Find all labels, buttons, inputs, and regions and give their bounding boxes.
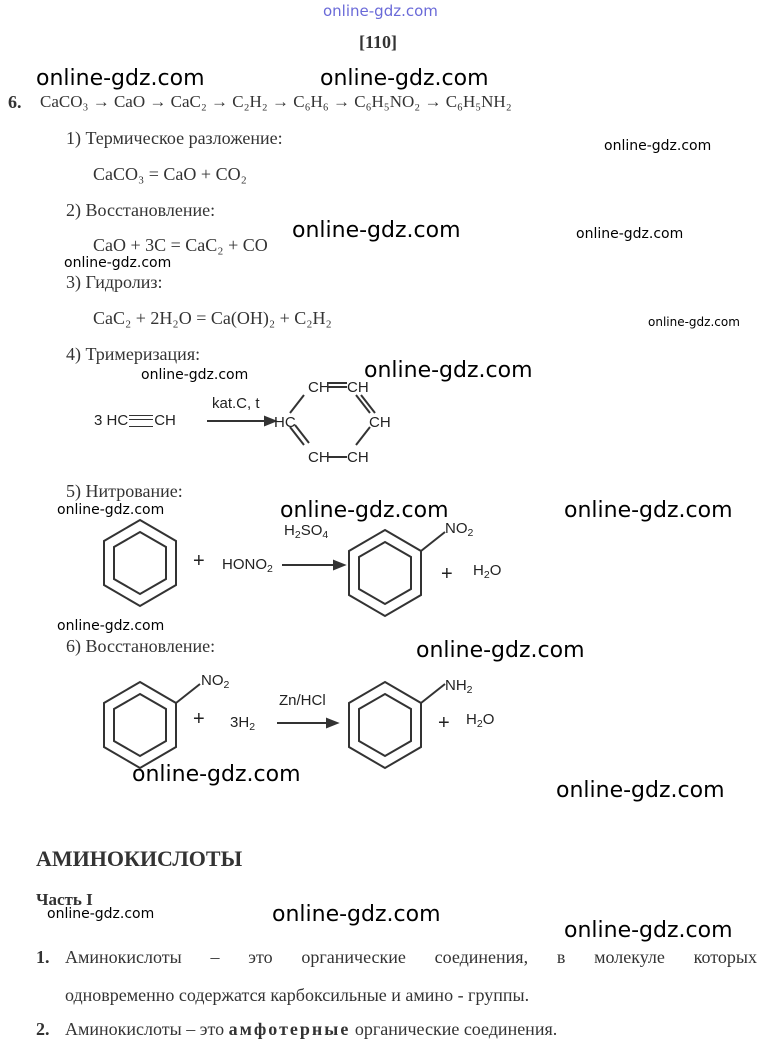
chain-arrow: → — [149, 92, 167, 111]
chain-compound: CaC₂ — [170, 92, 207, 111]
item-1-number: 1. — [36, 947, 50, 967]
chain-arrow: → — [332, 92, 350, 111]
nitration-plus: + — [193, 550, 205, 572]
water-product — [473, 562, 501, 581]
step-2-equation: CaO + 3C = CaC₂ + CO — [93, 235, 268, 255]
nitric-acid-formula: HONO — [222, 556, 267, 573]
water-o: O — [489, 562, 502, 579]
water-h: H — [466, 711, 477, 728]
amino-label: NH — [445, 677, 467, 694]
watermark: online-gdz.com — [292, 218, 461, 243]
item-2-number: 2. — [36, 1019, 50, 1039]
ring-hc-left: HC — [274, 414, 296, 431]
nitration-plus-2: + — [441, 563, 453, 585]
nitric-acid — [222, 556, 273, 575]
amino-subscript: 2 — [466, 684, 473, 696]
watermark: online-gdz.com — [47, 906, 155, 922]
watermark: online-gdz.com — [564, 498, 733, 523]
section-part: Часть I — [36, 890, 93, 909]
ring-ch-bottom-right: CH — [347, 449, 369, 466]
nitro-label: NO — [445, 520, 468, 537]
page-number: [110] — [359, 32, 397, 52]
water-o: O — [482, 711, 495, 728]
catalyst-h: H — [284, 522, 295, 539]
item-2-after: органические соединения. — [350, 1019, 558, 1039]
chain-arrow: → — [211, 92, 229, 111]
water-sub: 2 — [476, 718, 483, 730]
reduction-plus-2: + — [438, 712, 450, 734]
trimerization-condition: kat.C, t — [212, 395, 260, 412]
watermark: online-gdz.com — [141, 367, 249, 383]
hydrogen-subscript: 2 — [249, 721, 256, 733]
nitro-group — [445, 520, 473, 539]
watermark: online-gdz.com — [36, 66, 205, 91]
watermark: online-gdz.com — [604, 138, 712, 154]
step-4-label: 4) Тримеризация: — [66, 344, 201, 364]
benzene-ring-reactant — [100, 518, 180, 608]
watermark: online-gdz.com — [416, 638, 585, 663]
nitro-subscript: 2 — [223, 679, 230, 691]
triple-bond — [129, 415, 153, 427]
ring-ch-top-right: CH — [347, 379, 369, 396]
benzene-bonds — [270, 375, 390, 470]
hydrogen-reagent — [230, 714, 255, 733]
watermark: online-gdz.com — [648, 315, 740, 329]
amino-group — [445, 677, 473, 696]
watermark: online-gdz.com — [556, 778, 725, 803]
nitro-subscript: 2 — [467, 527, 474, 539]
nitric-acid-subscript: 2 — [267, 563, 273, 575]
water-product-2 — [466, 711, 494, 730]
item-2-text — [65, 1019, 557, 1040]
step-1-equation: CaCO₃ = CaO + CO₂ — [93, 164, 247, 184]
item-1-line-2: одновременно содержатся карбоксильные и амино - группы. — [65, 985, 530, 1005]
step-3-label: 3) Гидролиз: — [66, 272, 163, 292]
reduction-arrow — [275, 716, 339, 730]
chain-arrow: → — [272, 92, 289, 111]
catalyst-sub: 4 — [322, 529, 329, 541]
chain-compound: C₆H₅NH₂ — [445, 92, 512, 111]
watermark: online-gdz.com — [57, 618, 165, 634]
item-2-before: Аминокислоты – это — [65, 1019, 229, 1039]
nitration-arrow — [280, 558, 346, 572]
chain-arrow: → — [92, 92, 110, 111]
step-5-label: 5) Нитрование: — [66, 481, 183, 501]
step-2-label: 2) Восстановление: — [66, 200, 216, 220]
acetylene-right: CH — [154, 412, 176, 429]
water-h: H — [473, 562, 484, 579]
catalyst-so: SO — [300, 522, 323, 539]
watermark: online-gdz.com — [320, 66, 489, 91]
chain-compound: C₂H₂ — [232, 92, 268, 111]
item-2-emphasis: амфотерные — [228, 1019, 351, 1039]
acetylene-left: 3 HC — [94, 412, 129, 429]
reduction-catalyst: Zn/HCl — [279, 692, 326, 709]
section-title: АМИНОКИСЛОТЫ — [36, 846, 243, 871]
watermark: online-gdz.com — [64, 255, 172, 271]
nitro-group-reactant — [201, 672, 229, 691]
chain-compound: CaCO₃ — [40, 92, 89, 111]
watermark: online-gdz.com — [132, 762, 301, 787]
hydrogen-formula: 3H — [230, 714, 250, 731]
watermark: online-gdz.com — [272, 902, 441, 927]
ring-ch-right: CH — [369, 414, 391, 431]
step-3-equation: CaC₂ + 2H₂O = Ca(OH)₂ + C₂H₂ — [93, 308, 332, 328]
ring-ch-top-left: CH — [308, 379, 330, 396]
watermark: online-gdz.com — [564, 918, 733, 943]
chain-compound: C₆H₆ — [293, 92, 329, 111]
water-sub: 2 — [483, 569, 490, 581]
acetylene-formula — [94, 412, 176, 429]
ring-ch-bottom-left: CH — [308, 449, 330, 466]
watermark: online-gdz.com — [576, 226, 684, 242]
watermark: online-gdz.com — [364, 358, 533, 383]
reaction-chain — [40, 92, 512, 112]
item-1-line-1: Аминокислоты – это органические соединения, в молекуле которых — [65, 947, 757, 967]
chain-arrow: → — [424, 92, 442, 111]
trimerization-arrow — [205, 414, 277, 428]
watermark: online-gdz.com — [57, 502, 165, 518]
task-number: 6. — [8, 92, 22, 112]
catalyst-sub: 2 — [294, 529, 301, 541]
step-6-label: 6) Восстановление: — [66, 636, 216, 656]
watermark: online-gdz.com — [280, 498, 449, 523]
step-1-label: 1) Термическое разложение: — [66, 128, 283, 148]
header-site-link[interactable]: online-gdz.com — [323, 2, 438, 20]
nitro-label: NO — [201, 672, 224, 689]
chain-compound: C₆H₅NO₂ — [354, 92, 421, 111]
reduction-plus: + — [193, 708, 205, 730]
chain-compound: CaO — [113, 92, 146, 111]
sulfuric-acid-catalyst — [284, 522, 328, 541]
